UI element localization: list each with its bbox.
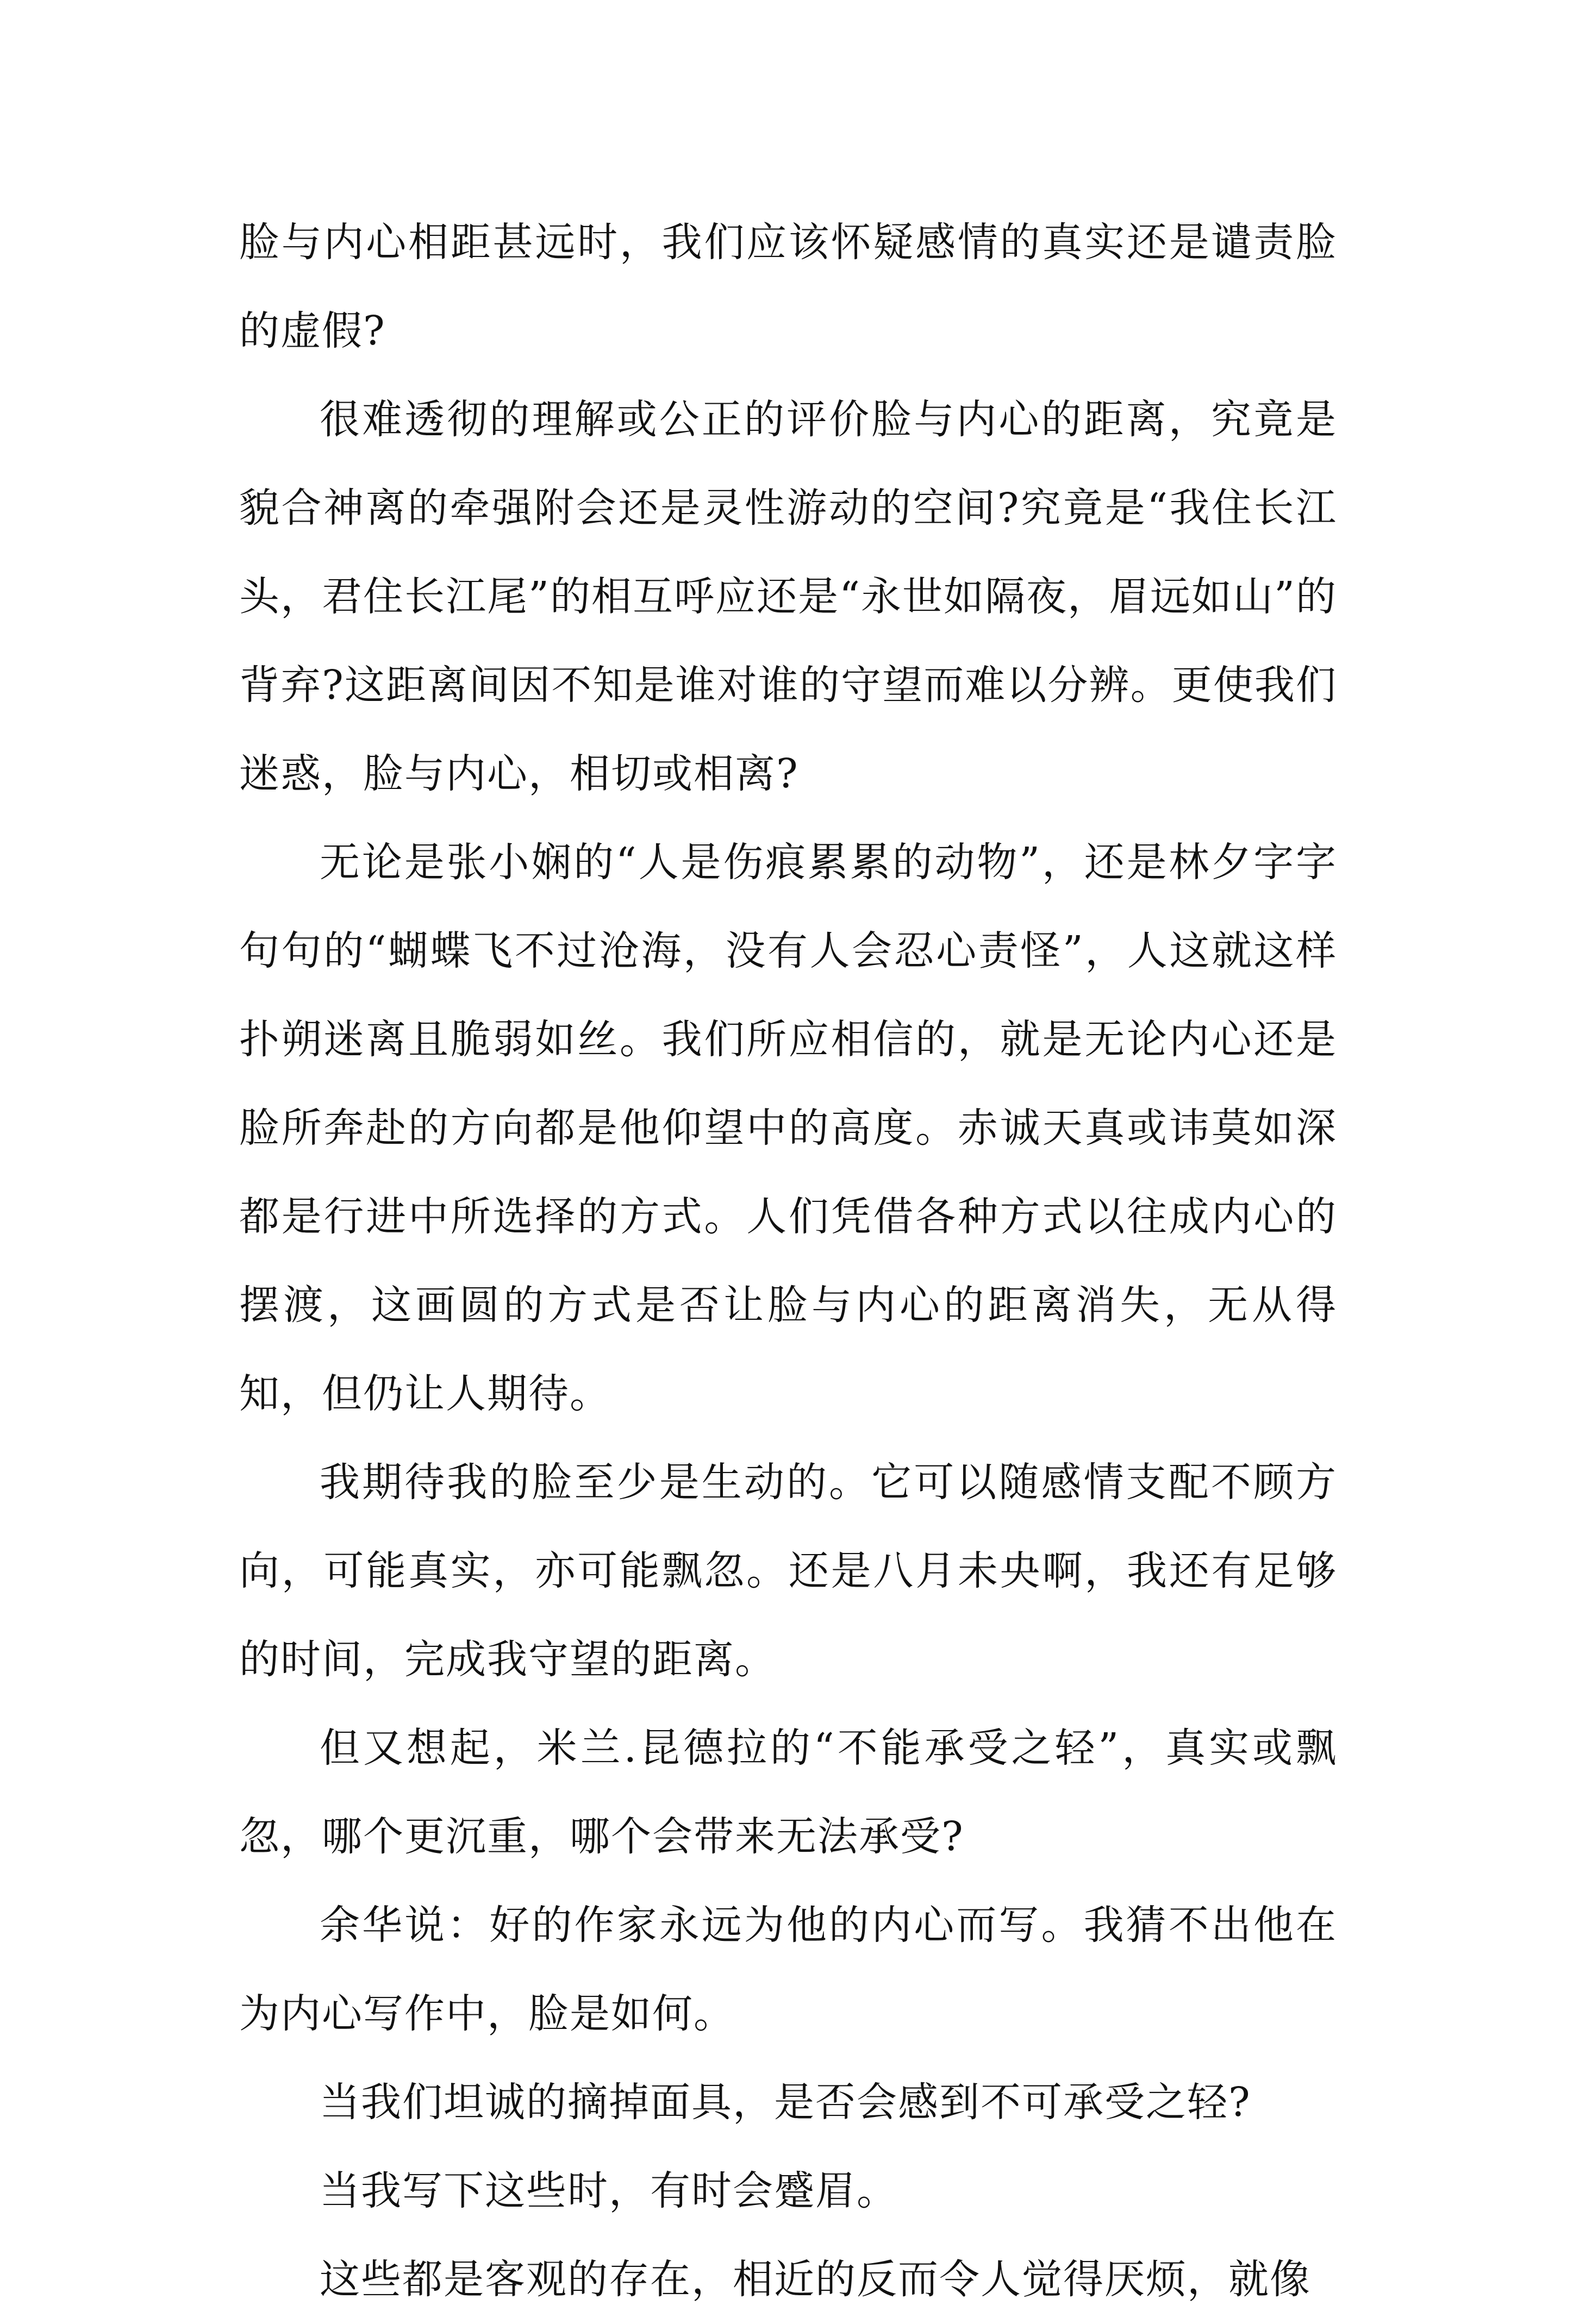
paragraph-4: 我期待我的脸至少是生动的。它可以随感情支配不顾方向，可能真实，亦可能飘忽。还是八月未央啊，我还有足够的时间，完成我守望的距离。 xyxy=(239,1459,1337,1683)
paragraph-6: 余华说：好的作家永远为他的内心而写。我猜不出他在为内心写作中，脸是如何。 xyxy=(239,1902,1337,2037)
paragraph-2: 很难透彻的理解或公正的评价脸与内心的距离，究竟是貌合神离的牵强附会还是灵性游动的空间?究竟是“我住长江头，君住长江尾”的相互呼应还是“永世如隔夜，眉远如山”的背弃?这距离间因不知是谁对谁的守望而难以分辨。更使我们迷惑，脸与内心，相切或相离? xyxy=(239,396,1337,797)
paragraph-8: 当我写下这些时，有时会蹙眉。 xyxy=(320,2168,898,2214)
paragraph-7: 当我们坦诚的摘掉面具，是否会感到不可承受之轻? xyxy=(320,2079,1251,2126)
document-body xyxy=(239,198,1337,2324)
paragraph-9: 这些都是客观的存在，相近的反而令人觉得厌烦，就像 xyxy=(320,2256,1311,2303)
paragraph-1: 脸与内心相距甚远时，我们应该怀疑感情的真实还是谴责脸的虚假? xyxy=(239,219,1337,354)
paragraph-3: 无论是张小娴的“人是伤痕累累的动物”，还是林夕字字句句的“蝴蝶飞不过沧海，没有人会忍心责怪”，人这就这样扑朔迷离且脆弱如丝。我们所应相信的，就是无论内心还是脸所奔赴的方向都是他仰望中的高度。赤诚天真或讳莫如深都是行进中所选择的方式。人们凭借各种方式以往成内心的摆渡，这画圆的方式是否让脸与内心的距离消失，无从得知，但仍让人期待。 xyxy=(239,839,1337,1417)
paragraph-5: 但又想起，米兰.昆德拉的“不能承受之轻”，真实或飘忽，哪个更沉重，哪个会带来无法承受? xyxy=(239,1725,1337,1860)
